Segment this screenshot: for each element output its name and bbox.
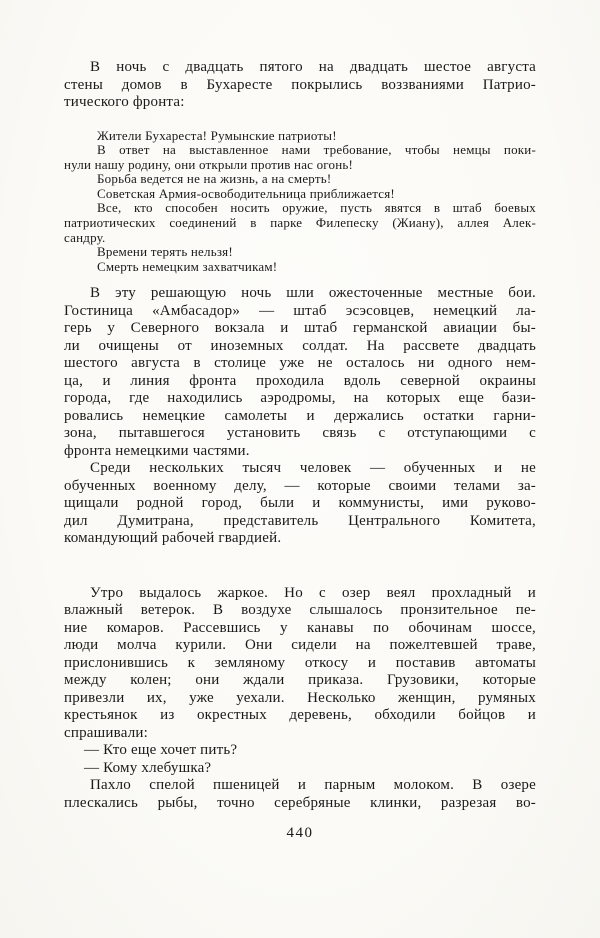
text-line: В ответ на выставленное нами требование, чтобы немцы поки- <box>97 142 536 158</box>
text-line: В эту решающую ночь шли ожесточенные местные бои. <box>90 285 536 302</box>
text-line: Пахло спелой пшеницей и парным молоком. В озере <box>90 777 536 794</box>
text-line: В ночь с двадцать пятого на двадцать шестое августа <box>90 59 536 75</box>
page-number: 440 <box>286 825 314 842</box>
text-line: герь у Северного вокзала и штаб германской авиации бы- <box>64 320 536 337</box>
text-line: крестьянок из окрестных деревень, обходили бойцов и <box>64 707 536 724</box>
text-line: нули нашу родину, они открыли против нас огонь! <box>64 156 354 172</box>
text-line: обученных военному делу, — которые своими телами за- <box>64 477 536 494</box>
text-line: Смерть немецким захватчикам! <box>97 258 278 274</box>
text-line: ца, и линия фронта проходила вдоль северной окраины <box>64 372 536 389</box>
text-line: Времени терять нельзя! <box>97 244 233 260</box>
paragraph-battle <box>64 285 536 548</box>
text-line: влажный ветерок. В воздухе слышалось пронзительное пе- <box>64 602 536 619</box>
text-line: Гостиница «Амбасадор» — штаб эсэсовцев, немецкий ла- <box>64 302 536 319</box>
text-line: тического фронта: <box>64 94 185 110</box>
text-line: патриотических соединений в парке Филепеску (Жиану), аллея Алек- <box>64 215 536 231</box>
text-line: привезли их, уже уехали. Несколько женщин, румяных <box>64 689 536 706</box>
text-line: щищали родной город, были и коммунисты, ими руково- <box>64 495 536 512</box>
paragraph-dialogue <box>64 742 536 777</box>
text-line: Борьба ведется не на жизнь, а на смерть! <box>97 171 332 187</box>
paragraph-proclamation <box>64 129 536 275</box>
text-line: плескались рыбы, точно серебряные клинки, разрезая во- <box>64 794 536 811</box>
text-line: Жители Бухареста! Румынские патриоты! <box>97 127 337 143</box>
text-line: между колен; они ждали приказа. Грузовики, которые <box>64 672 536 689</box>
paragraph-closing <box>64 777 536 812</box>
text-line: ровались немецкие самолеты и держались остатки гарни- <box>64 407 536 424</box>
text-line: командующий рабочей гвардией. <box>64 530 282 547</box>
text-line: сандру. <box>64 229 106 245</box>
text-line: Утро выдалось жаркое. Но с озер веял прохладный и <box>90 584 536 601</box>
text-line: дил Думитрана, представитель Центрального Комитета, <box>64 512 536 529</box>
paragraph-intro <box>64 59 536 112</box>
text-line: люди молча курили. Они сидели на пожелтевшей траве, <box>64 637 536 654</box>
text-line: Советская Армия-освободительница приближается! <box>97 185 395 201</box>
page-text-column <box>64 59 536 812</box>
text-line: ли очищены от иноземных солдат. На рассвете двадцать <box>64 337 536 354</box>
text-line: города, где находились аэродромы, на которых еще бази- <box>64 390 536 407</box>
text-line: шестого августа в столице уже не осталось ни одного нем- <box>64 355 536 372</box>
text-line: прислонившись к земляному откосу и поставив автоматы <box>64 654 536 671</box>
paragraph-morning <box>64 585 536 743</box>
text-line: ние комаров. Рассевшись у канавы по обочинам шоссе, <box>64 619 536 636</box>
text-line: зона, пытавшегося установить связь с отступающими с <box>64 425 536 442</box>
text-line: спрашивали: <box>64 724 148 741</box>
text-line: фронта немецкими частями. <box>64 442 250 459</box>
text-line: стены домов в Бухаресте покрылись воззваниями Патрио- <box>64 76 536 93</box>
text-line: — Кому хлебушка? <box>84 759 212 776</box>
text-line: — Кто еще хочет пить? <box>84 742 238 759</box>
text-line: Среди нескольких тысяч человек — обученных и не <box>90 460 536 477</box>
text-line: Все, кто способен носить оружие, пусть явятся в штаб боевых <box>97 200 536 216</box>
